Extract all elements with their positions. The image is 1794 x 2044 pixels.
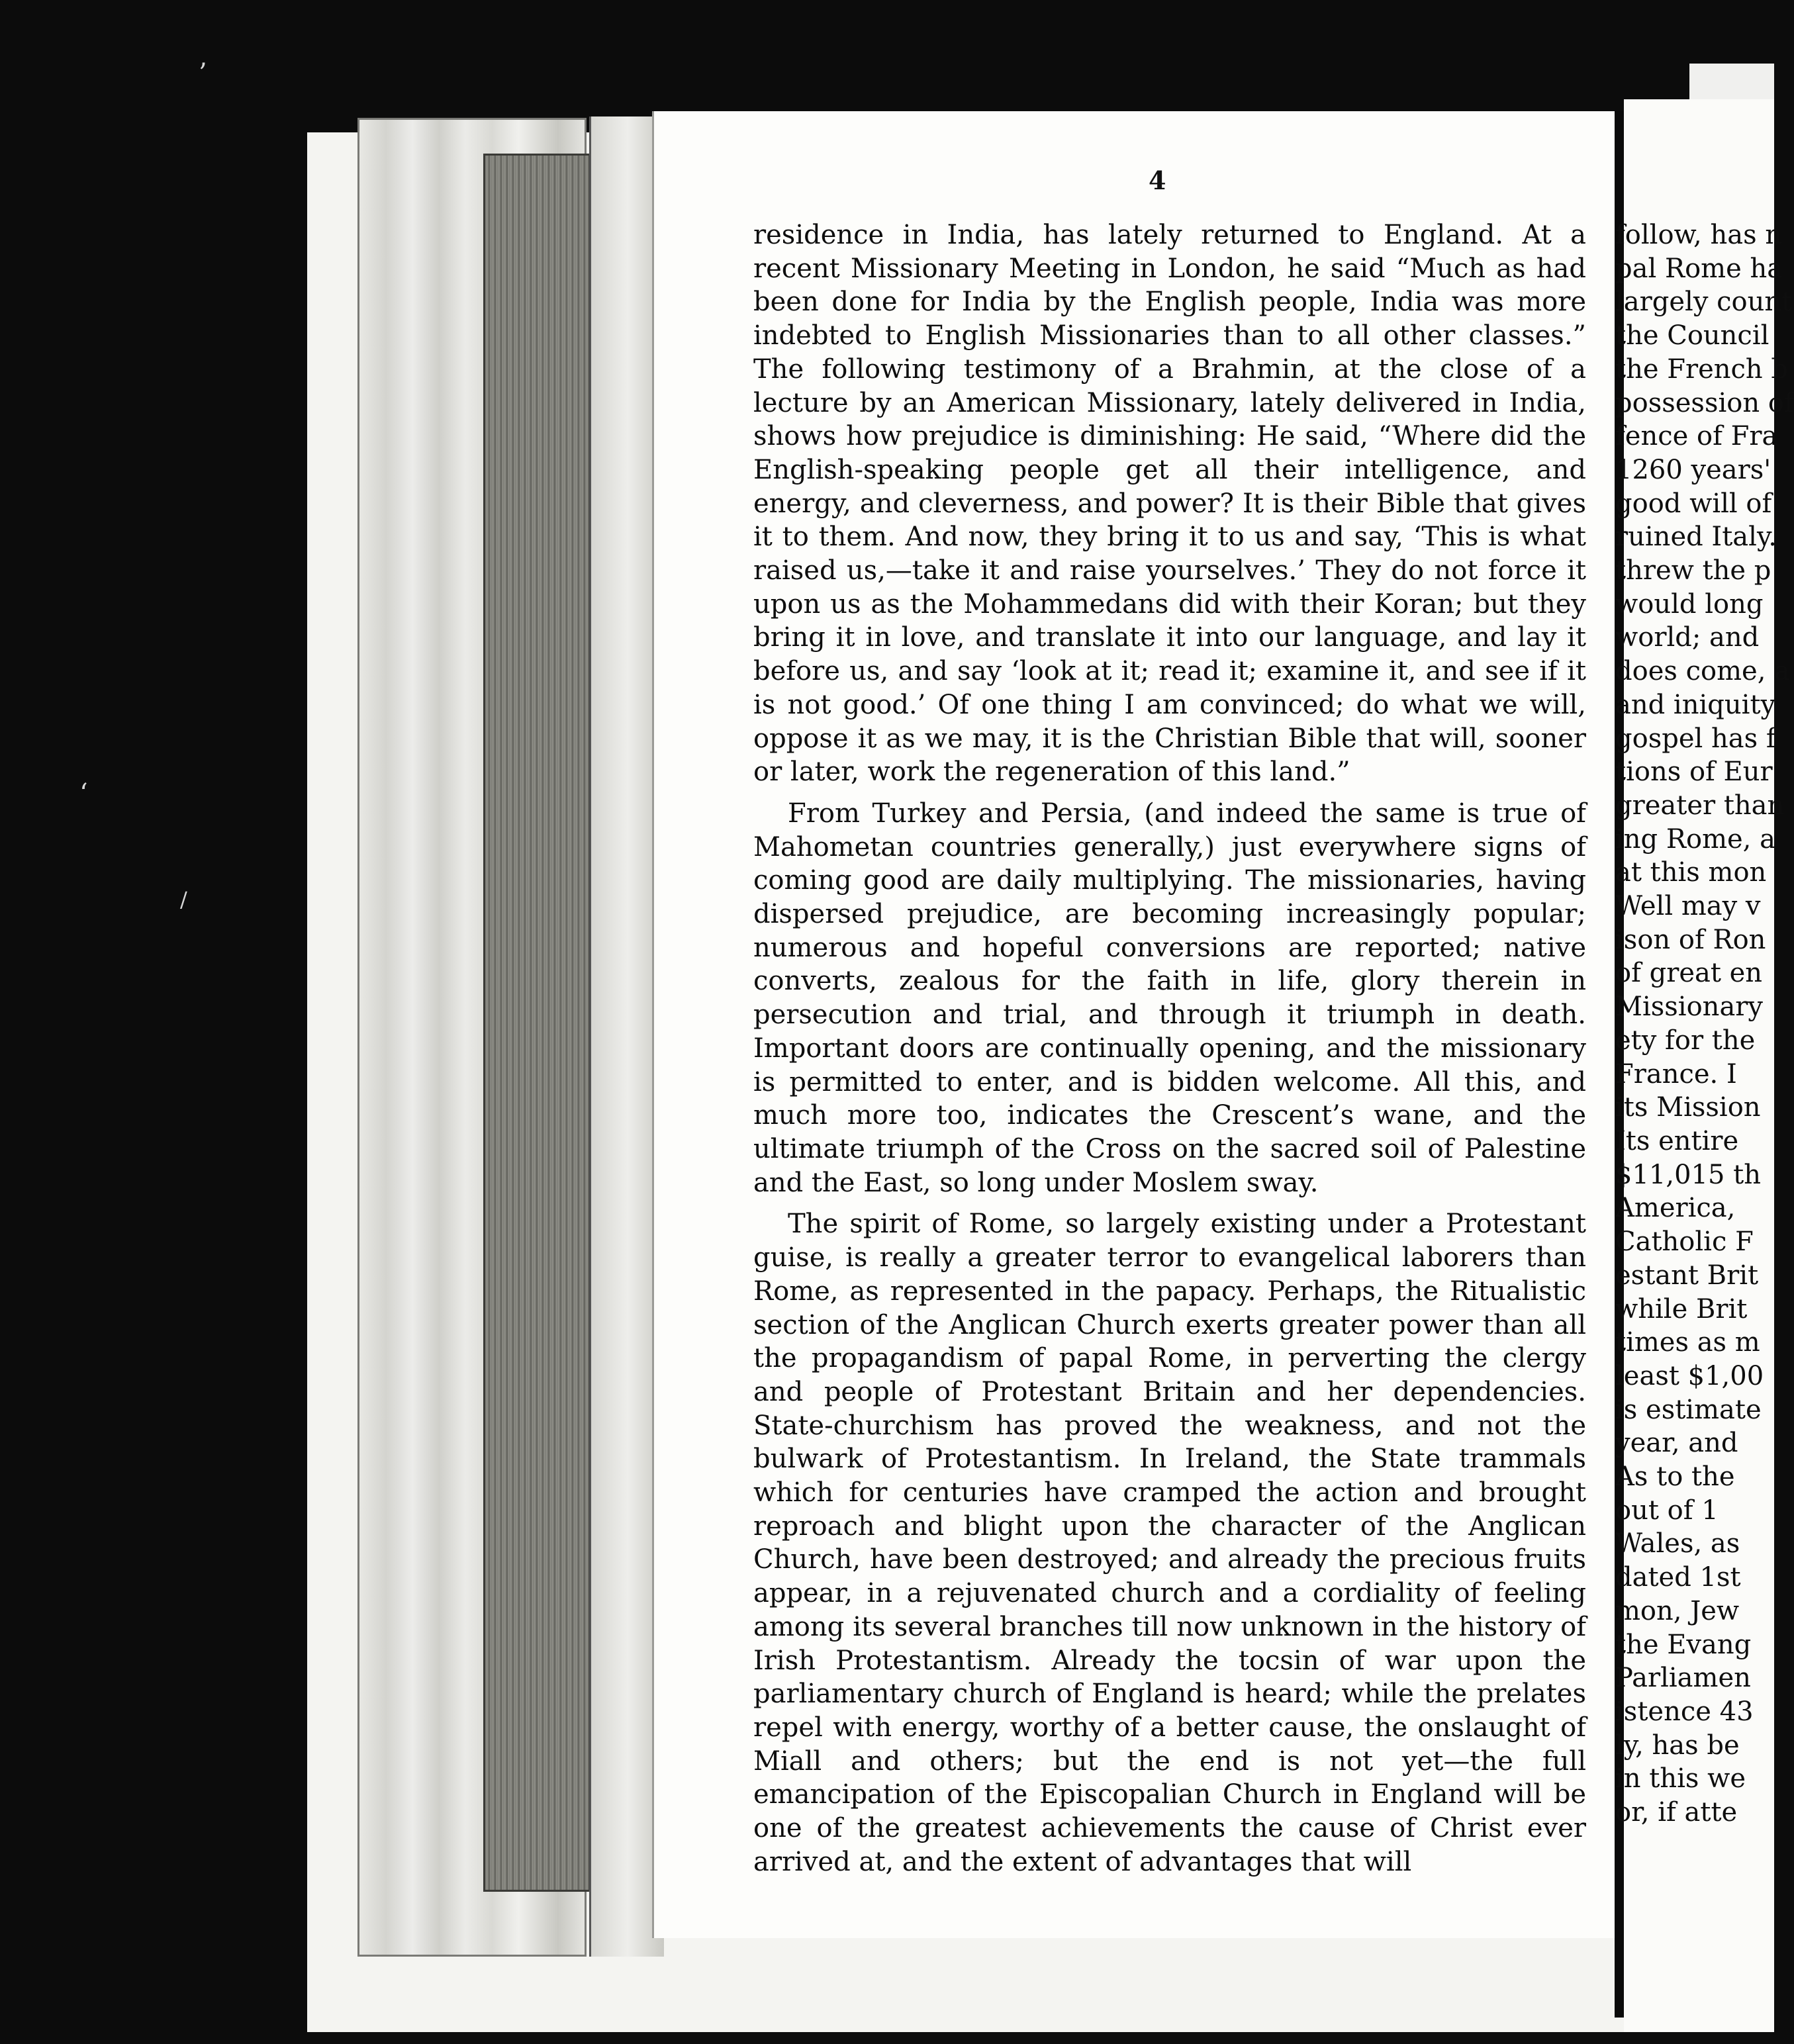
facing-page-line: good will of — [1615, 488, 1772, 519]
facing-page-line: ing Rome, a — [1615, 823, 1775, 855]
facing-page-line: mon, Jew — [1615, 1595, 1740, 1626]
facing-page-line: is estimate — [1615, 1394, 1762, 1425]
facing-page-line: Wales, as — [1615, 1528, 1740, 1559]
facing-page-line: world; and — [1615, 622, 1760, 653]
facing-page-line: As to the — [1615, 1462, 1735, 1493]
main-text-column — [753, 218, 1586, 1879]
facing-page-line: ison of Ron — [1615, 924, 1766, 955]
facing-page-line: dated 1st — [1615, 1562, 1741, 1593]
facing-page-line: does come, a — [1615, 656, 1790, 687]
facing-page-line: and iniquity — [1615, 689, 1776, 720]
facing-page-line: 1260 years' — [1615, 454, 1771, 485]
facing-page-line: estant Brit — [1615, 1260, 1759, 1291]
facing-page-line: possession of — [1615, 387, 1794, 418]
facing-page-line: Parliamen — [1615, 1663, 1751, 1694]
facing-page-line: in this we — [1615, 1763, 1746, 1794]
page-block-edge — [483, 154, 590, 1892]
facing-page-line: year, and — [1615, 1428, 1738, 1459]
facing-page-line: would long — [1615, 588, 1764, 620]
facing-page-line: Catholic F — [1615, 1227, 1754, 1258]
facing-page-line: ety for the — [1615, 1025, 1756, 1056]
facing-page-line: pal Rome ha — [1615, 253, 1783, 284]
facing-page-line: istence 43 — [1615, 1696, 1754, 1727]
paper-tab — [1689, 64, 1774, 99]
facing-page-line: greater than — [1615, 790, 1785, 821]
facing-page-line: its Mission — [1615, 1092, 1761, 1123]
facing-page-line: Well may v — [1615, 891, 1761, 922]
facing-page-line: $11,015 th — [1615, 1159, 1761, 1190]
paragraph: The spirit of Rome, so largely existing under a Protestant guise, is really a greater terror to evangelical laborers than Rome, as represented in the papacy. Perhaps, the Ritualistic section of the Anglican Church exerts greater power than all the propagandism of papal Rome, in perverting the clergy and people of Protestant Britain and her dependencies. State-churchism has proved the weakness, and not the bulwark of Protestantism. In Ireland, the State trammals which for centuries have cramped the action and brought reproach and blight upon the character of the Anglican Church, have been destroyed; and already the precious fruits appear, in a rejuvenated church and a cordiality of feeling among its several branches till now unknown in the history of Irish Protestantism. Already the tocsin of war upon the parliamentary church of England is heard; while the prelates repel with energy, worthy of a better cause, the onslaught of Miall and others; but the end is not yet—the full emancipation of the Episcopalian Church in England will be one of the greatest achievements the cause of Christ ever arrived at, and the extent of advantages that will — [753, 1209, 1586, 1877]
facing-page-line: the Council — [1615, 320, 1770, 351]
scan-speck: / — [180, 887, 187, 912]
facing-page-line: America, — [1615, 1193, 1736, 1224]
facing-page-line: ruined Italy. — [1615, 522, 1777, 553]
paragraph: From Turkey and Persia, (and indeed the same is true of Mahometan countries generally,) just everywhere signs of coming good are daily multiplying. The missionaries, having dispersed prejudice, are becoming increasingly popular; numerous and hopeful conversions are reported; native converts, zealous for the faith in life, glory therein in persecution and trial, and through it triumph in death. Important doors are continually opening, and the missionary is permitted to enter, and is bidden welcome. All this, and much more too, indicates the Crescent’s wane, and the ultimate triumph of the Cross on the sacred soil of Palestine and the East, so long under Moslem sway. — [753, 798, 1586, 1198]
facing-page-line: the French b — [1615, 353, 1789, 385]
paragraph: residence in India, has lately returned to England. At a recent Missionary Meeting in London, he said “Much as had been done for India by the English people, India was more indebted to English Missionaries than to all other classes.” The following testimony of a Brahmin, at the close of a lecture by an American Missionary, lately delivered in India, shows how prejudice is diminishing: He said, “Where did the English-speaking people get all their intelligence, and energy, and cleverness, and power? It is their Bible that gives it to them. And now, they bring it to us and say, ‘This is what raised us,—take it and raise yourselves.’ They do not force it upon us as the Mohammedans did with their Koran; but they bring it in love, and translate it into our language, and lay it before us, and say ‘look at it; read it; examine it, and see if it is not good.’ Of one thing I am convinced; do what we will, oppose it as we may, it is the Christian Bible that will, sooner or later, work the regeneration of this land.” — [753, 220, 1586, 788]
facing-page-line: ly, has be — [1615, 1730, 1740, 1761]
page-number: 4 — [1149, 165, 1166, 195]
scan-speck: ’ — [199, 58, 207, 89]
facing-page-line: fence of Fra — [1615, 421, 1778, 452]
facing-page-line: largely count — [1615, 287, 1793, 318]
facing-page-line: Its entire — [1615, 1125, 1739, 1156]
facing-page-line: out of 1 — [1615, 1495, 1719, 1526]
facing-page-line: of great en — [1615, 958, 1763, 989]
facing-page-line: times as m — [1615, 1327, 1760, 1358]
facing-page-line: Missionary — [1615, 992, 1764, 1023]
facing-page-line: follow, has n — [1615, 220, 1783, 250]
facing-page-text — [1615, 218, 1794, 1830]
facing-page-line: while Brit — [1615, 1293, 1748, 1324]
facing-page-line: tions of Eur — [1615, 757, 1773, 788]
facing-page-line: at this mon — [1615, 857, 1767, 888]
facing-page-line: the Evang — [1615, 1629, 1752, 1660]
facing-page-line: or, if atte — [1615, 1797, 1738, 1828]
scan-speck: ‘ — [79, 778, 88, 809]
facing-page-line: gospel has f — [1615, 723, 1776, 754]
facing-page-line: least $1,00 — [1615, 1360, 1764, 1391]
facing-page-line: France. I — [1615, 1058, 1737, 1090]
facing-page-line: threw the p — [1615, 555, 1771, 586]
